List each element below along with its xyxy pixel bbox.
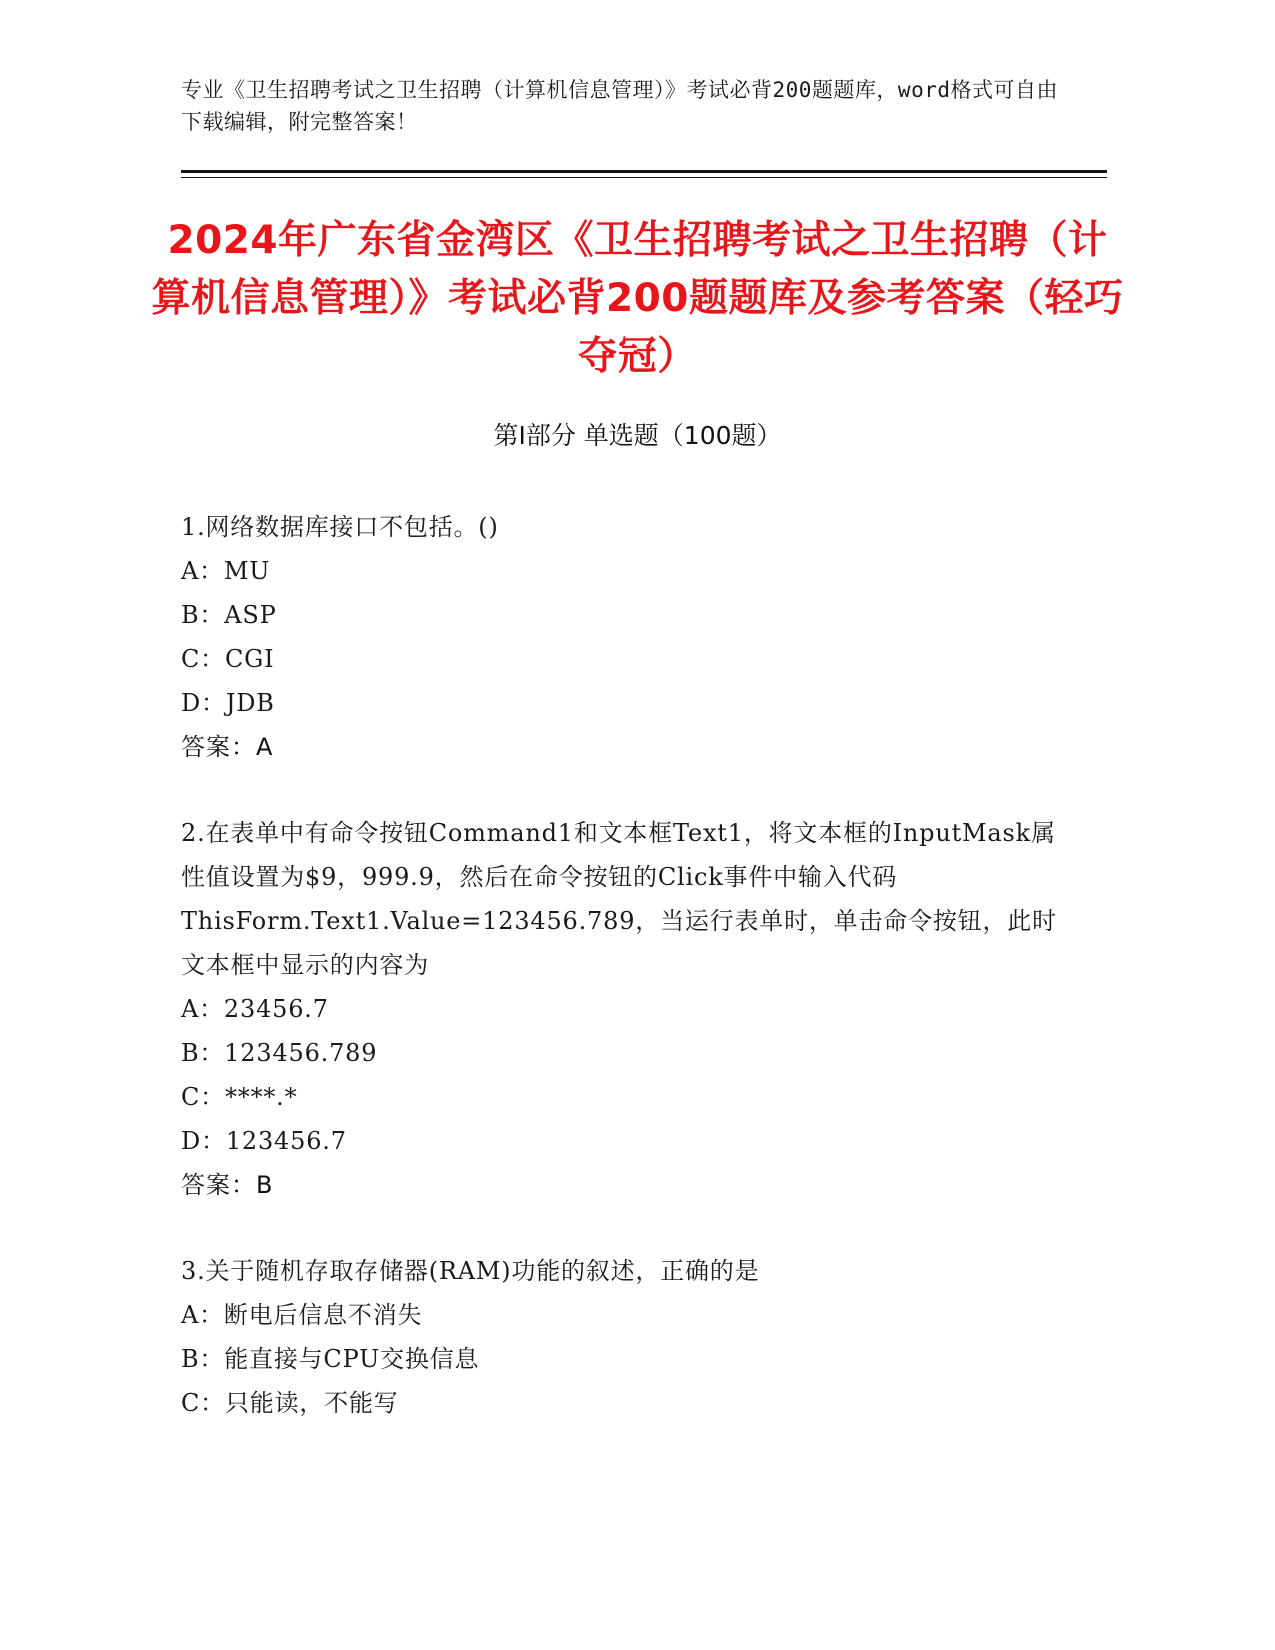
option-c: C：****.*: [181, 1083, 298, 1111]
option-a: A：断电后信息不消失: [181, 1301, 423, 1329]
question-3: [181, 1249, 1061, 1425]
question-stem: 2.在表单中有命令按钮Command1和文本框Text1，将文本框的InputMask属性值设置为$9，999.9，然后在命令按钮的Click事件中输入代码ThisForm.Text1.Value=123456.789，当运行表单时，单击命令按钮，此时文本框中显示的内容为: [181, 819, 1057, 979]
option-b: B：ASP: [181, 601, 277, 629]
option-a: A：23456.7: [181, 995, 329, 1023]
option-d: D：123456.7: [181, 1127, 347, 1155]
header-divider-thick: [181, 170, 1107, 173]
answer-value: B: [256, 1171, 273, 1199]
option-c: C：CGI: [181, 645, 275, 673]
answer-line: [181, 1163, 1061, 1207]
document-title: 2024年广东省金湾区《卫生招聘考试之卫生招聘（计算机信息管理）》考试必背200题题库及参考答案（轻巧夺冠）: [151, 218, 1124, 379]
option-a: A：MU: [181, 557, 271, 585]
question-stem: 1.网络数据库接口不包括。(): [181, 513, 499, 541]
question-list: [181, 505, 1061, 1467]
option-d: D：JDB: [181, 689, 275, 717]
answer-line: [181, 725, 1061, 769]
question-stem: 3.关于随机存取存储器(RAM)功能的叙述，正确的是: [181, 1257, 760, 1285]
option-b: B：能直接与CPU交换信息: [181, 1345, 480, 1373]
answer-label: 答案：: [181, 1171, 256, 1199]
section-title: 第Ⅰ部分 单选题（100题）: [493, 421, 782, 450]
document-header-note: 专业《卫生招聘考试之卫生招聘（计算机信息管理）》考试必背200题题库，word格式可自由下载编辑，附完整答案！: [181, 78, 1058, 134]
answer-value: A: [256, 733, 273, 761]
option-c: C：只能读，不能写: [181, 1389, 399, 1417]
option-b: B：123456.789: [181, 1039, 378, 1067]
question-2: [181, 811, 1061, 1207]
header-divider-thin: [181, 177, 1107, 178]
answer-label: 答案：: [181, 733, 256, 761]
question-1: [181, 505, 1061, 769]
